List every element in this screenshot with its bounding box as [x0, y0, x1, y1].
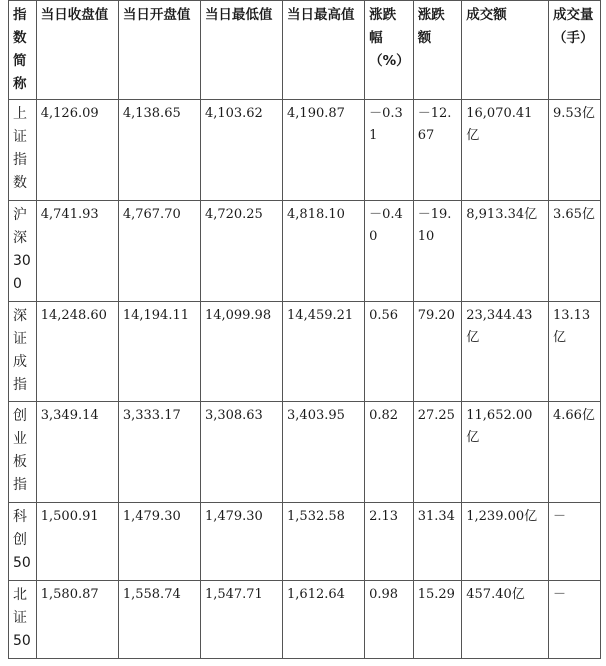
cell-index-name: 创业板指 — [9, 402, 37, 503]
table-row — [9, 402, 601, 503]
cell-turnover: 16,070.41亿 — [462, 100, 549, 201]
cell-open: 14,194.11 — [118, 302, 200, 402]
cell-index-name: 科创50 — [9, 503, 37, 581]
cell-high: 3,403.95 — [283, 402, 365, 503]
cell-close: 1,500.91 — [36, 503, 118, 581]
cell-index-name: 沪深300 — [9, 201, 37, 302]
cell-volume: 13.13亿 — [548, 302, 600, 402]
cell-change-amt: －19.10 — [413, 201, 462, 302]
cell-close: 4,741.93 — [36, 201, 118, 302]
cell-high: 4,190.87 — [283, 100, 365, 201]
cell-open: 1,479.30 — [118, 503, 200, 581]
cell-volume: 4.66亿 — [548, 402, 600, 503]
cell-index-name: 上证指数 — [9, 100, 37, 201]
cell-low: 4,720.25 — [200, 201, 282, 302]
cell-volume: 3.65亿 — [548, 201, 600, 302]
cell-turnover: 11,652.00亿 — [462, 402, 549, 503]
cell-close: 1,580.87 — [36, 581, 118, 659]
cell-low: 14,099.98 — [200, 302, 282, 402]
header-turnover: 成交额 — [462, 1, 549, 100]
cell-turnover: 8,913.34亿 — [462, 201, 549, 302]
header-index-name: 指数简称 — [9, 1, 37, 100]
cell-close: 14,248.60 — [36, 302, 118, 402]
table-row — [9, 302, 601, 402]
cell-turnover: 23,344.43亿 — [462, 302, 549, 402]
cell-change-pct: －0.40 — [365, 201, 414, 302]
header-change-amt: 涨跌额 — [413, 1, 462, 100]
cell-close: 4,126.09 — [36, 100, 118, 201]
cell-change-amt: 15.29 — [413, 581, 462, 659]
cell-open: 3,333.17 — [118, 402, 200, 503]
cell-change-amt: 79.20 — [413, 302, 462, 402]
header-change-pct: 涨跌幅（%） — [365, 1, 414, 100]
cell-change-amt: 27.25 — [413, 402, 462, 503]
cell-volume: － — [548, 581, 600, 659]
cell-change-amt: －12.67 — [413, 100, 462, 201]
cell-change-amt: 31.34 — [413, 503, 462, 581]
cell-low: 4,103.62 — [200, 100, 282, 201]
cell-low: 1,479.30 — [200, 503, 282, 581]
cell-volume: － — [548, 503, 600, 581]
cell-change-pct: 2.13 — [365, 503, 414, 581]
cell-volume: 9.53亿 — [548, 100, 600, 201]
cell-high: 1,612.64 — [283, 581, 365, 659]
cell-high: 1,532.58 — [283, 503, 365, 581]
header-open: 当日开盘值 — [118, 1, 200, 100]
cell-high: 4,818.10 — [283, 201, 365, 302]
cell-change-pct: 0.98 — [365, 581, 414, 659]
cell-close: 3,349.14 — [36, 402, 118, 503]
header-volume: 成交量（手） — [548, 1, 600, 100]
cell-open: 4,138.65 — [118, 100, 200, 201]
header-close: 当日收盘值 — [36, 1, 118, 100]
cell-index-name: 深证成指 — [9, 302, 37, 402]
table-header-row — [9, 1, 601, 100]
cell-low: 1,547.71 — [200, 581, 282, 659]
table-row — [9, 100, 601, 201]
index-market-table — [8, 0, 601, 659]
cell-turnover: 1,239.00亿 — [462, 503, 549, 581]
cell-index-name: 北证50 — [9, 581, 37, 659]
cell-change-pct: 0.56 — [365, 302, 414, 402]
header-low: 当日最低值 — [200, 1, 282, 100]
cell-turnover: 457.40亿 — [462, 581, 549, 659]
cell-open: 4,767.70 — [118, 201, 200, 302]
table-row — [9, 503, 601, 581]
cell-open: 1,558.74 — [118, 581, 200, 659]
header-high: 当日最高值 — [283, 1, 365, 100]
table-row — [9, 201, 601, 302]
cell-low: 3,308.63 — [200, 402, 282, 503]
cell-change-pct: 0.82 — [365, 402, 414, 503]
cell-change-pct: －0.31 — [365, 100, 414, 201]
table-row — [9, 581, 601, 659]
cell-high: 14,459.21 — [283, 302, 365, 402]
